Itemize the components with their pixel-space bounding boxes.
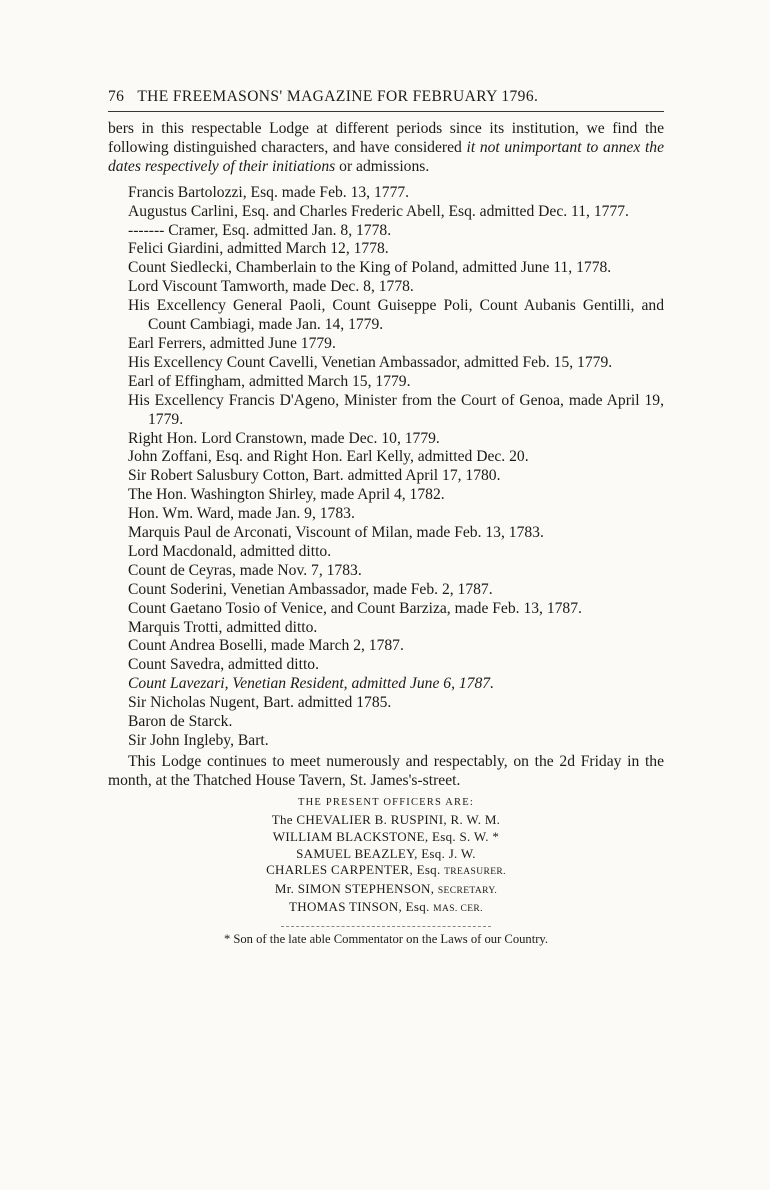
- officer-name: Mr. SIMON STEPHENSON,: [274, 880, 435, 896]
- list-item: Count Soderini, Venetian Ambassador, made Feb. 2, 1787.: [128, 580, 493, 598]
- header-rule: [108, 111, 664, 112]
- list-item: Augustus Carlini, Esq. and Charles Frederic Abell, Esq. admitted Dec. 11, 1777.: [128, 202, 629, 220]
- list-item: Marquis Trotti, admitted ditto.: [128, 618, 318, 636]
- officer-name: The CHEVALIER B. RUSPINI,: [271, 812, 447, 828]
- officer-name: CHARLES CARPENTER, Esq.: [266, 862, 441, 878]
- officer-name: WILLIAM BLACKSTONE, Esq.: [272, 828, 456, 844]
- list-item: Count Siedlecki, Chamberlain to the King of Poland, admitted June 11, 1778.: [128, 259, 612, 277]
- officer-office: R. W. M.: [450, 812, 501, 828]
- list-item: Baron de Starck.: [128, 713, 233, 731]
- officer-office: S. W. *: [459, 828, 500, 844]
- officer-line: [108, 846, 664, 863]
- list-item: Right Hon. Lord Cranstown, made Dec. 10, 1779.: [128, 429, 440, 447]
- list-item: Hon. Wm. Ward, made Jan. 9, 1783.: [128, 505, 355, 523]
- intro-paragraph: [108, 120, 664, 177]
- list-item: Sir John Ingleby, Bart.: [128, 732, 269, 749]
- officer-line: [108, 862, 664, 881]
- officer-office: SECRETARY.: [437, 885, 498, 896]
- running-head: [108, 86, 664, 108]
- officer-line: [108, 881, 664, 900]
- officer-office: J. W.: [448, 845, 476, 861]
- list-item: Count de Ceyras, made Nov. 7, 1783.: [128, 561, 362, 579]
- list-item: Count Andrea Boselli, made March 2, 1787.: [128, 637, 404, 655]
- officers-title: THE PRESENT OFFICERS ARE:: [298, 796, 474, 808]
- list-item: Count Gaetano Tosio of Venice, and Count Barziza, made Feb. 13, 1787.: [128, 599, 582, 617]
- list-item: His Excellency General Paoli, Count Guiseppe Poli, Count Aubanis Gentilli, and Count Cambiagi, made Jan. 14, 1779.: [128, 297, 664, 334]
- list-item: Sir Robert Salusbury Cotton, Bart. admitted April 17, 1780.: [128, 467, 501, 485]
- list-item: Lord Macdonald, admitted ditto.: [128, 542, 332, 560]
- intro-italic: it not unimportant to annex the dates respectively of their initiations: [108, 138, 664, 175]
- officer-line: [108, 829, 664, 846]
- officer-office: TREASURER.: [444, 867, 506, 878]
- member-list: [108, 184, 664, 751]
- officer-line: [108, 812, 664, 829]
- intro-lead: bers in this respectable Lodge at different periods since its institution, we find the following distinguished characters, and have considered: [108, 120, 664, 156]
- officer-line: [108, 899, 664, 918]
- list-item: Count Lavezari, Venetian Resident, admitted June 6, 1787.: [128, 675, 494, 693]
- officer-office: MAS. CER.: [433, 904, 483, 915]
- list-item: Francis Bartolozzi, Esq. made Feb. 13, 1777.: [128, 183, 410, 201]
- list-item: Earl Ferrers, admitted June 1779.: [128, 334, 336, 352]
- list-item: Felici Giardini, admitted March 12, 1778.: [128, 240, 389, 258]
- page-number: 76: [108, 88, 125, 105]
- list-item: Lord Viscount Tamworth, made Dec. 8, 1778.: [128, 278, 414, 296]
- intro-tail: or admissions.: [339, 157, 430, 175]
- list-item: ------- Cramer, Esq. admitted Jan. 8, 1778.: [128, 221, 392, 239]
- running-title: THE FREEMASONS' MAGAZINE FOR FEBRUARY 1796.: [137, 88, 539, 105]
- list-item: His Excellency Count Cavelli, Venetian Ambassador, admitted Feb. 15, 1779.: [128, 353, 613, 371]
- footnote-rule: [281, 926, 491, 927]
- closing-paragraph: This Lodge continues to meet numerously and respectably, on the 2d Friday in the month, at the Thatched House Tavern, St. James's-street.: [108, 752, 664, 789]
- list-item: Marquis Paul de Arconati, Viscount of Milan, made Feb. 13, 1783.: [128, 524, 544, 542]
- list-item: John Zoffani, Esq. and Right Hon. Earl Kelly, admitted Dec. 20.: [128, 448, 529, 466]
- officers-block: [108, 795, 664, 918]
- officer-name: SAMUEL BEAZLEY, Esq.: [296, 845, 446, 861]
- footnote: * Son of the late able Commentator on the Laws of our Country.: [223, 931, 549, 946]
- officer-list: [108, 812, 664, 918]
- list-item: Count Savedra, admitted ditto.: [128, 656, 319, 674]
- list-item: His Excellency Francis D'Ageno, Minister from the Court of Genoa, made April 19, 1779.: [128, 391, 664, 428]
- list-item: Earl of Effingham, admitted March 15, 1779.: [128, 372, 411, 390]
- list-item: Sir Nicholas Nugent, Bart. admitted 1785.: [128, 694, 392, 712]
- list-item: The Hon. Washington Shirley, made April 4, 1782.: [128, 486, 445, 504]
- magazine-page: [108, 86, 664, 947]
- officer-name: THOMAS TINSON, Esq.: [289, 899, 430, 915]
